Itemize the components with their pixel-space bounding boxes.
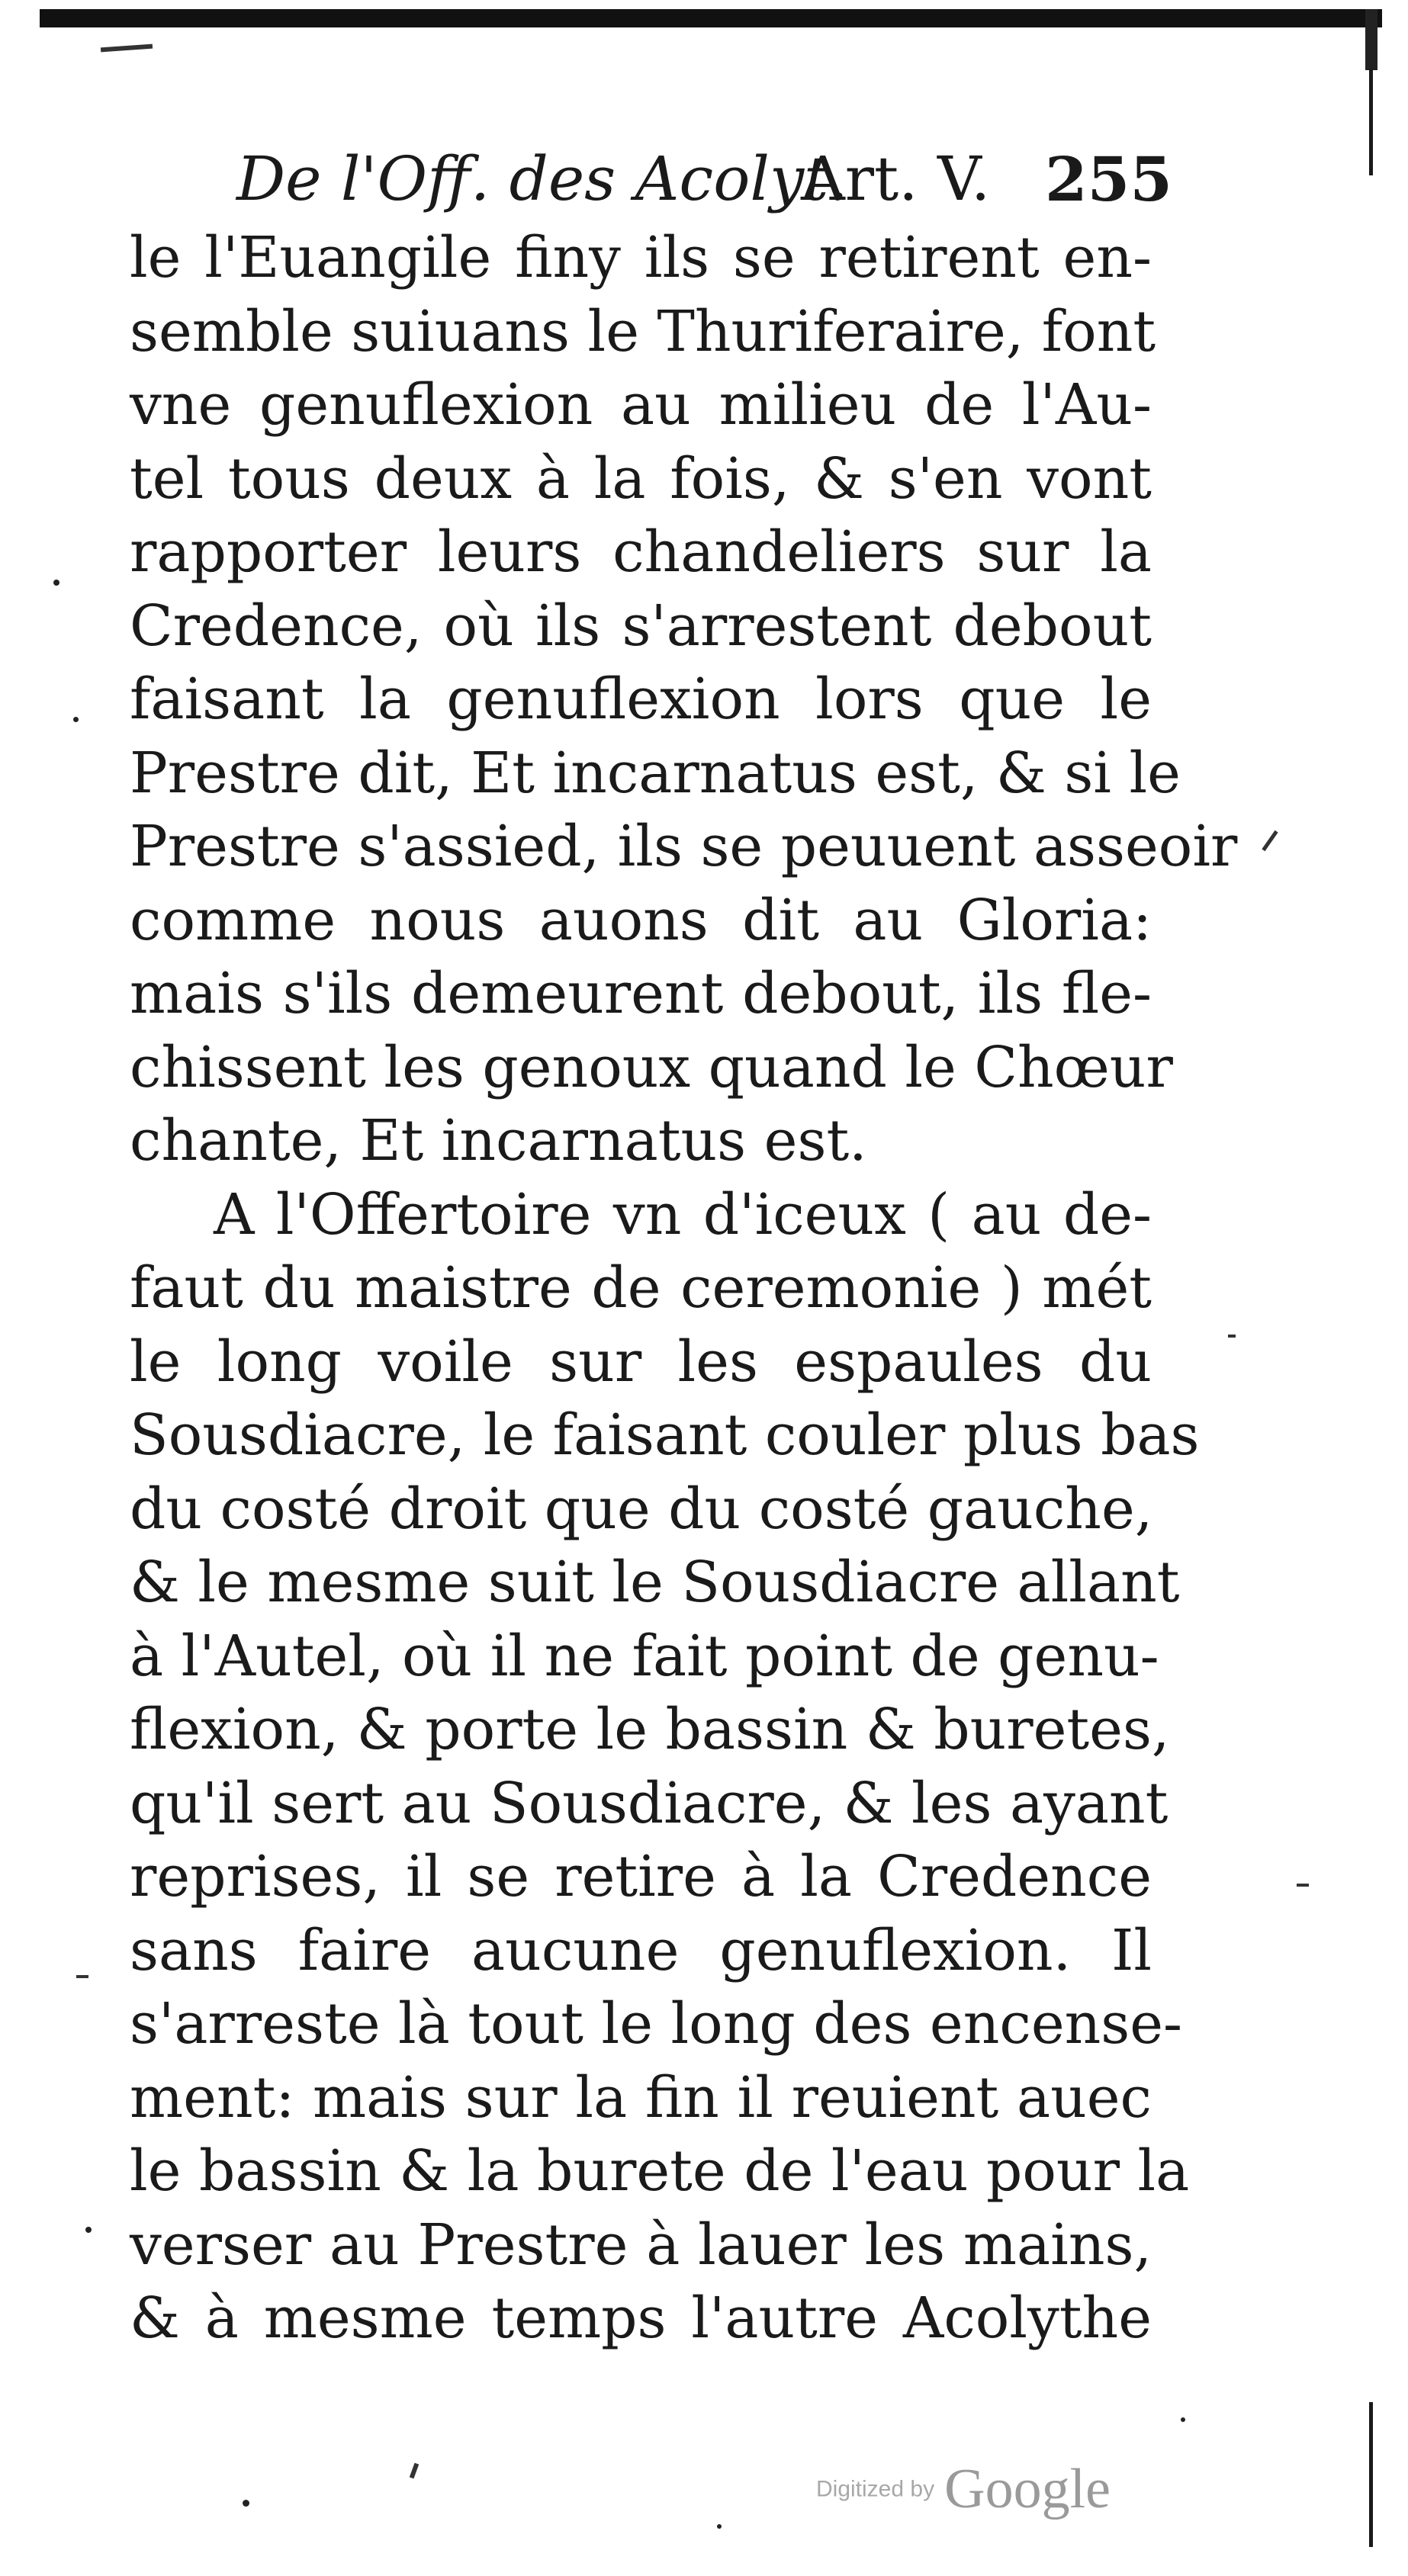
top-border-corner <box>1365 9 1377 70</box>
right-edge-rule-bottom <box>1369 2402 1373 2547</box>
text-line: à l'Autel, où il ne fait point de genu- <box>130 1623 1159 1689</box>
text-line: Prestre s'assied, ils se peuuent asseoir <box>130 814 1238 879</box>
ink-speck <box>717 2524 722 2529</box>
ink-speck <box>73 717 79 722</box>
text-line: le bassin & la burete de l'eau pour la <box>130 2138 1190 2204</box>
body-text <box>130 221 1238 2356</box>
text-line: tel tous deux à la fois, & s'en vont <box>130 445 1152 512</box>
google-logo: Google <box>944 2458 1111 2520</box>
page-number: 255 <box>1045 143 1172 215</box>
ink-mark <box>76 1975 88 1978</box>
text-line: Prestre dit, Et incarnatus est, & si le <box>130 740 1181 806</box>
right-edge-rule-top <box>1369 69 1373 175</box>
text-line: rapporter leurs chandeliers sur la <box>130 519 1152 585</box>
running-head-article: Art. V. <box>801 143 991 214</box>
text-line: semble suiuans le Thuriferaire, font <box>130 298 1156 365</box>
text-line: chante, Et incarnatus est. <box>130 1108 867 1174</box>
text-line: ment: mais sur la fin il reuient auec <box>130 2064 1152 2131</box>
digitized-by-google-watermark <box>816 2457 1136 2533</box>
ink-mark <box>1228 1335 1236 1338</box>
text-line: s'arreste là tout le long des encense- <box>130 1991 1183 2057</box>
ink-mark <box>1297 1884 1309 1887</box>
text-line: flexion, & porte le bassin & buretes, <box>130 1697 1170 1762</box>
book-page <box>130 137 1238 2356</box>
ink-mark <box>1262 830 1278 851</box>
text-line: mais s'ils demeurent debout, ils fle- <box>130 961 1152 1026</box>
text-line: reprises, il se retire à la Credence <box>130 1844 1152 1910</box>
text-line: faisant la genuflexion lors que le <box>130 666 1152 732</box>
text-line: sans faire aucune genuflexion. Il <box>130 1917 1152 1983</box>
text-line: chissent les genoux quand le Chœur <box>130 1034 1173 1100</box>
text-line: vne genuflexion au milieu de l'Au- <box>130 372 1152 438</box>
text-line: comme nous auons dit au Gloria: <box>130 887 1152 953</box>
text-line: & le mesme suit le Sousdiacre allant <box>130 1550 1180 1615</box>
text-line: le l'Euangile finy ils se retirent en- <box>130 225 1152 291</box>
text-line: verser au Prestre à lauer les mains, <box>130 2211 1152 2278</box>
text-line: & à mesme temps l'autre Acolythe <box>130 2285 1152 2351</box>
text-line: A l'Offertoire vn d'iceux ( au de- <box>214 1181 1152 1248</box>
text-line: le long voile sur les espaules du <box>130 1328 1152 1395</box>
running-head <box>130 137 1172 221</box>
ink-dash <box>101 44 153 53</box>
running-head-title: De l'Off. des Acolyt. <box>236 143 848 214</box>
text-line: Sousdiacre, le faisant couler plus bas <box>130 1402 1200 1468</box>
ink-speck <box>1181 2417 1185 2422</box>
text-line: du costé droit que du costé gauche, <box>130 1476 1153 1542</box>
watermark-prefix: Digitized by <box>816 2476 935 2502</box>
ink-speck <box>243 2500 249 2507</box>
ink-speck <box>85 2227 92 2233</box>
top-border-rule <box>40 9 1382 27</box>
text-line: Credence, où ils s'arrestent debout <box>130 593 1152 659</box>
text-line: qu'il sert au Sousdiacre, & les ayant <box>130 1770 1169 1836</box>
ink-mark <box>410 2463 419 2479</box>
ink-speck <box>53 580 59 586</box>
text-line: faut du maistre de ceremonie ) mét <box>130 1255 1152 1321</box>
